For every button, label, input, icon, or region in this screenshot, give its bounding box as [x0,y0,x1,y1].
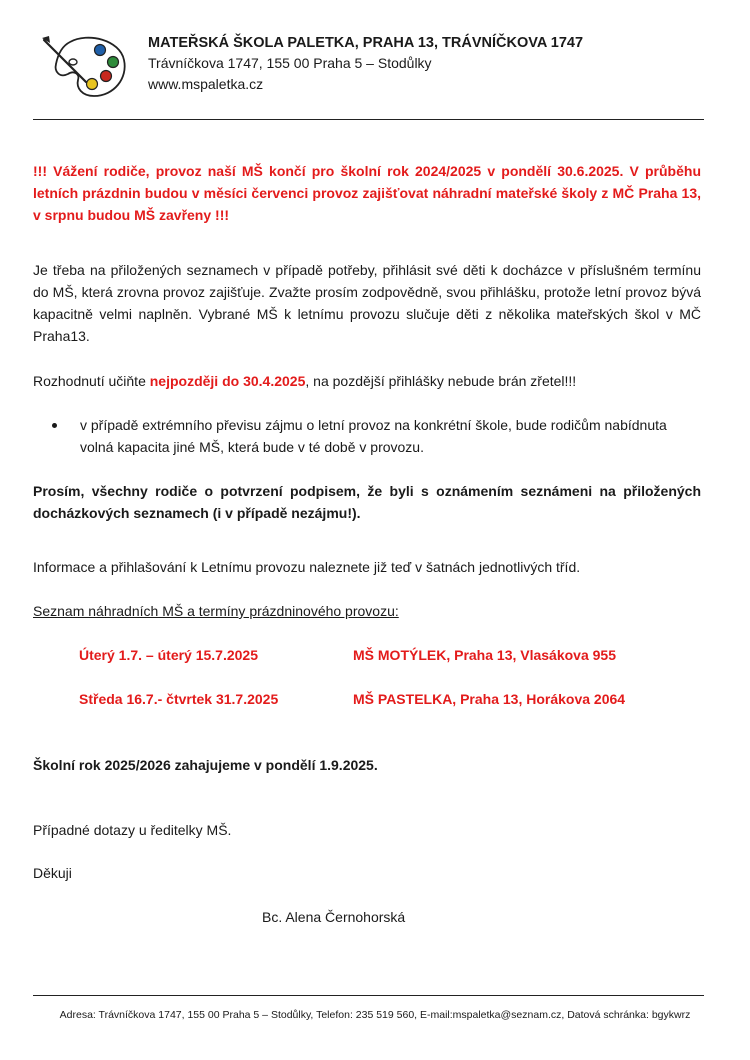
schedule-school-2: MŠ PASTELKA, Praha 13, Horákova 2064 [353,691,626,707]
schedule-dates-1: Úterý 1.7. – úterý 15.7.2025 [79,647,259,663]
schedule-heading-text: Seznam náhradních MŠ a termíny prázdninového provozu: [33,603,399,619]
school-address: Trávníčkova 1747, 155 00 Praha 5 – Stodůlky [148,55,432,71]
palette-icon [40,34,128,100]
school-name: MATEŘSKÁ ŠKOLA PALETKA, PRAHA 13, TRÁVNÍČKOVA 1747 [148,35,584,51]
closure-notice: !!! Vážení rodiče, provoz naší MŠ končí pro školní rok 2024/2025 v pondělí 30.6.2025. V průběhu letních prázdnin budou v měsíci červenci provoz zajišťovat náhradní mateřské školy z MČ Praha 13, v srpnu budou MŠ zavřeny !!! [33,163,701,223]
school-header [148,33,583,95]
header-divider [33,119,704,120]
deadline-highlight: nejpozději do 30.4.2025 [149,373,306,389]
deadline-paragraph [33,370,701,392]
schedule-heading [33,600,701,622]
registration-paragraph: Je třeba na přiložených seznamech v případě potřeby, přihlásit své děti k docházce v příslušném termínu do MŠ, která zrovna provoz zajišťuje. Zvažte prosím zodpovědně, svou přihlášku, protože letní provoz bývá kapacitně velmi naplněn. Vybrané MŠ k letnímu provozu slučuje děti z několika mateřských škol v MČ Praha13. [33,262,701,344]
deadline-text-after: , na pozdější přihlášky nebude brán zřetel!!! [305,373,577,389]
bullet-text: v případě extrémního převisu zájmu o letní provoz na konkrétní škole, bude rodičům nabídnuta volná kapacita jiné MŠ, která bude v té době v provozu. [80,417,667,455]
info-paragraph: Informace a přihlašování k Letnímu provozu naleznete již teď v šatnách jednotlivých tříd. [33,559,581,575]
thanks-line: Děkuji [33,865,72,881]
school-year-start: Školní rok 2025/2026 zahajujeme v pondělí 1.9.2025. [33,757,378,773]
bullet-dot [52,423,57,428]
schedule-dates-2: Středa 16.7.- čtvrtek 31.7.2025 [79,691,279,707]
questions-line: Případné dotazy u ředitelky MŠ. [33,822,232,838]
footer-contact: Adresa: Trávníčkova 1747, 155 00 Praha 5 – Stodůlky, Telefon: 235 519 560, E-mail:mspaletka@seznam.cz, Datová schránka: bgykwrz [59,1009,691,1021]
school-website[interactable]: www.mspaletka.cz [148,76,264,92]
footer-divider [33,995,704,996]
signature-request: Prosím, všechny rodiče o potvrzení podpisem, že byli s oznámením seznámeni na přiložených docházkových seznamech (i v případě nezájmu!). [33,483,701,521]
schedule-school-1: MŠ MOTÝLEK, Praha 13, Vlasákova 955 [353,647,617,663]
signature-name: Bc. Alena Černohorská [262,909,406,925]
deadline-text-before: Rozhodnutí učiňte [33,373,150,389]
